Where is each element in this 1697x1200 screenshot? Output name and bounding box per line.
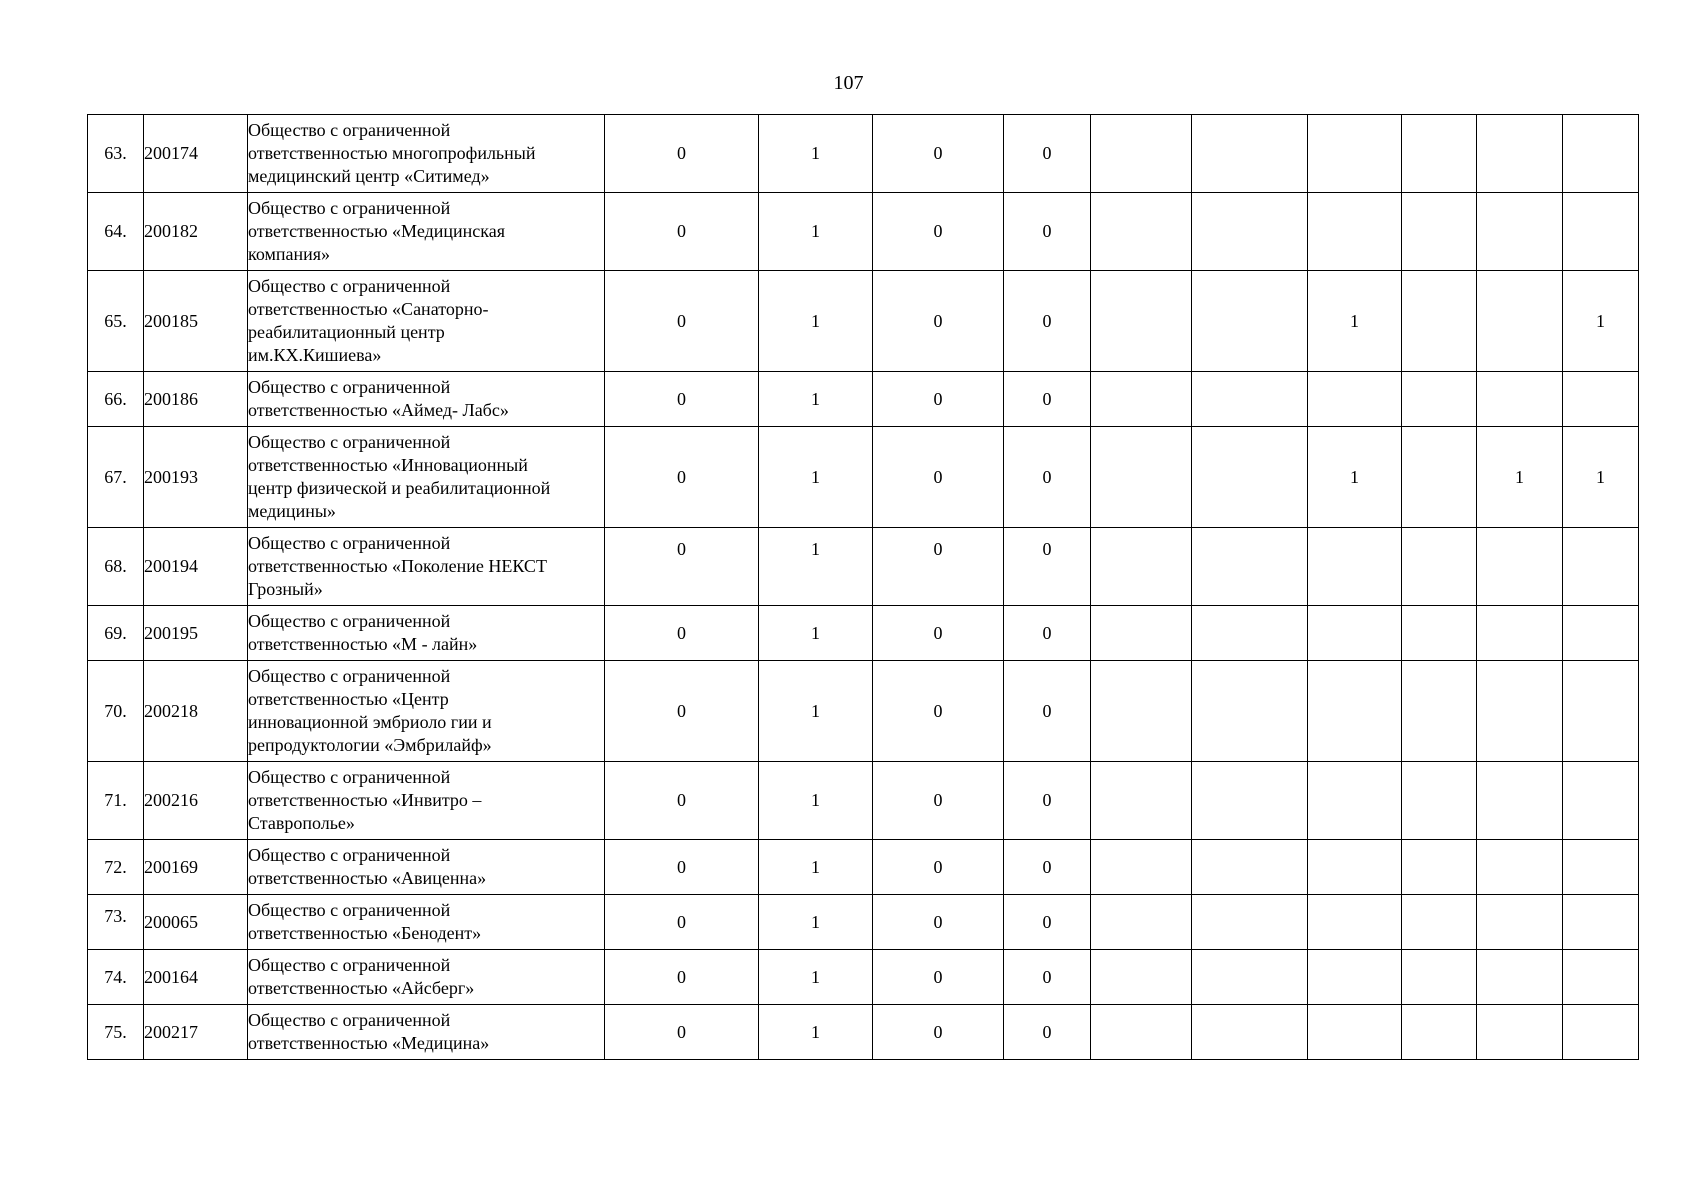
organization-name bbox=[248, 1005, 605, 1060]
value-cell-10 bbox=[1563, 1005, 1639, 1060]
value-cell-9 bbox=[1477, 115, 1563, 193]
organization-name bbox=[248, 193, 605, 271]
value-cell-7 bbox=[1308, 950, 1402, 1005]
organization-name bbox=[248, 372, 605, 427]
value-cell-2: 1 bbox=[759, 1005, 873, 1060]
value-cell-3: 0 bbox=[873, 115, 1004, 193]
table-row bbox=[88, 193, 1639, 271]
organization-name-line: Общество с ограниченной bbox=[248, 120, 451, 140]
value-cell-7 bbox=[1308, 840, 1402, 895]
value-cell-6 bbox=[1192, 427, 1308, 528]
value-cell-8 bbox=[1402, 271, 1477, 372]
value-cell-1: 0 bbox=[605, 606, 759, 661]
row-number: 69. bbox=[88, 606, 144, 661]
table-row bbox=[88, 1005, 1639, 1060]
value-cell-2: 1 bbox=[759, 528, 873, 606]
organization-name-line: ответственностью «Центр bbox=[248, 689, 449, 709]
organization-name-line: Общество с ограниченной bbox=[248, 845, 451, 865]
organization-name-line: медицины» bbox=[248, 501, 336, 521]
value-cell-2: 1 bbox=[759, 895, 873, 950]
value-cell-6 bbox=[1192, 372, 1308, 427]
value-cell-4: 0 bbox=[1004, 1005, 1091, 1060]
value-cell-2: 1 bbox=[759, 950, 873, 1005]
value-cell-5 bbox=[1091, 895, 1192, 950]
organization-name bbox=[248, 840, 605, 895]
value-cell-10: 1 bbox=[1563, 427, 1639, 528]
value-cell-10 bbox=[1563, 193, 1639, 271]
table-row bbox=[88, 528, 1639, 606]
value-cell-4: 0 bbox=[1004, 606, 1091, 661]
value-cell-1: 0 bbox=[605, 115, 759, 193]
value-cell-3: 0 bbox=[873, 271, 1004, 372]
value-cell-9 bbox=[1477, 762, 1563, 840]
organization-name bbox=[248, 115, 605, 193]
row-number: 70. bbox=[88, 661, 144, 762]
value-cell-3: 0 bbox=[873, 895, 1004, 950]
value-cell-2: 1 bbox=[759, 661, 873, 762]
organization-code: 200065 bbox=[144, 895, 248, 950]
value-cell-2: 1 bbox=[759, 271, 873, 372]
table-row bbox=[88, 840, 1639, 895]
value-cell-8 bbox=[1402, 372, 1477, 427]
table-row bbox=[88, 271, 1639, 372]
value-cell-8 bbox=[1402, 193, 1477, 271]
value-cell-8 bbox=[1402, 528, 1477, 606]
value-cell-8 bbox=[1402, 1005, 1477, 1060]
value-cell-5 bbox=[1091, 427, 1192, 528]
organization-name-line: Общество с ограниченной bbox=[248, 900, 451, 920]
value-cell-3: 0 bbox=[873, 661, 1004, 762]
value-cell-3: 0 bbox=[873, 840, 1004, 895]
value-cell-2: 1 bbox=[759, 840, 873, 895]
organization-name-line: Общество с ограниченной bbox=[248, 533, 451, 553]
value-cell-4: 0 bbox=[1004, 427, 1091, 528]
value-cell-2: 1 bbox=[759, 606, 873, 661]
value-cell-1: 0 bbox=[605, 895, 759, 950]
value-cell-1: 0 bbox=[605, 1005, 759, 1060]
organization-code: 200216 bbox=[144, 762, 248, 840]
organization-name-line: инновационной эмбриоло гии и bbox=[248, 712, 492, 732]
value-cell-6 bbox=[1192, 271, 1308, 372]
value-cell-6 bbox=[1192, 606, 1308, 661]
value-cell-5 bbox=[1091, 372, 1192, 427]
organization-name-line: им.КХ.Кишиева» bbox=[248, 345, 382, 365]
value-cell-6 bbox=[1192, 115, 1308, 193]
value-cell-3: 0 bbox=[873, 1005, 1004, 1060]
value-cell-10 bbox=[1563, 840, 1639, 895]
row-number: 73. bbox=[88, 895, 144, 950]
value-cell-1: 0 bbox=[605, 193, 759, 271]
organization-name-line: Общество с ограниченной bbox=[248, 432, 451, 452]
organization-name bbox=[248, 528, 605, 606]
value-cell-5 bbox=[1091, 661, 1192, 762]
value-cell-6 bbox=[1192, 193, 1308, 271]
organization-name bbox=[248, 271, 605, 372]
value-cell-8 bbox=[1402, 661, 1477, 762]
organization-name bbox=[248, 762, 605, 840]
row-number: 63. bbox=[88, 115, 144, 193]
organization-name-line: ответственностью «Инновационный bbox=[248, 455, 528, 475]
organization-name bbox=[248, 950, 605, 1005]
value-cell-4: 0 bbox=[1004, 372, 1091, 427]
value-cell-1: 0 bbox=[605, 528, 759, 606]
value-cell-1: 0 bbox=[605, 762, 759, 840]
value-cell-3: 0 bbox=[873, 372, 1004, 427]
value-cell-9 bbox=[1477, 1005, 1563, 1060]
value-cell-7: 1 bbox=[1308, 427, 1402, 528]
row-number: 65. bbox=[88, 271, 144, 372]
organization-code: 200185 bbox=[144, 271, 248, 372]
organization-name bbox=[248, 661, 605, 762]
value-cell-4: 0 bbox=[1004, 115, 1091, 193]
value-cell-7: 1 bbox=[1308, 271, 1402, 372]
value-cell-3: 0 bbox=[873, 427, 1004, 528]
organization-name-line: Общество с ограниченной bbox=[248, 1010, 451, 1030]
table-row bbox=[88, 661, 1639, 762]
value-cell-4: 0 bbox=[1004, 840, 1091, 895]
value-cell-2: 1 bbox=[759, 372, 873, 427]
value-cell-4: 0 bbox=[1004, 661, 1091, 762]
value-cell-8 bbox=[1402, 606, 1477, 661]
organization-name-line: ответственностью «Айсберг» bbox=[248, 978, 475, 998]
organization-name bbox=[248, 427, 605, 528]
page-number: 107 bbox=[833, 72, 864, 94]
organization-name-line: ответственностью «Медицина» bbox=[248, 1033, 490, 1053]
organization-name-line: ответственностью «Санаторно- bbox=[248, 299, 489, 319]
value-cell-4: 0 bbox=[1004, 895, 1091, 950]
value-cell-1: 0 bbox=[605, 661, 759, 762]
organization-name-line: ответственностью «М - лайн» bbox=[248, 634, 478, 654]
value-cell-7 bbox=[1308, 895, 1402, 950]
row-number: 74. bbox=[88, 950, 144, 1005]
organization-code: 200182 bbox=[144, 193, 248, 271]
value-cell-9 bbox=[1477, 950, 1563, 1005]
table-row bbox=[88, 762, 1639, 840]
registry-table bbox=[87, 114, 1639, 1060]
value-cell-9 bbox=[1477, 528, 1563, 606]
organization-code: 200195 bbox=[144, 606, 248, 661]
table-row bbox=[88, 372, 1639, 427]
organization-name bbox=[248, 895, 605, 950]
organization-code: 200164 bbox=[144, 950, 248, 1005]
value-cell-9 bbox=[1477, 840, 1563, 895]
value-cell-10 bbox=[1563, 895, 1639, 950]
organization-code: 200218 bbox=[144, 661, 248, 762]
value-cell-2: 1 bbox=[759, 427, 873, 528]
organization-code: 200217 bbox=[144, 1005, 248, 1060]
organization-name-line: ответственностью «Инвитро – bbox=[248, 790, 482, 810]
value-cell-6 bbox=[1192, 950, 1308, 1005]
value-cell-8 bbox=[1402, 895, 1477, 950]
organization-name-line: Общество с ограниченной bbox=[248, 611, 451, 631]
value-cell-2: 1 bbox=[759, 193, 873, 271]
organization-name-line: центр физической и реабилитационной bbox=[248, 478, 551, 498]
organization-name-line: Общество с ограниченной bbox=[248, 276, 451, 296]
organization-name-line: Общество с ограниченной bbox=[248, 666, 451, 686]
organization-name-line: Общество с ограниченной bbox=[248, 767, 451, 787]
value-cell-5 bbox=[1091, 193, 1192, 271]
value-cell-9 bbox=[1477, 895, 1563, 950]
organization-name-line: репродуктологии «Эмбрилайф» bbox=[248, 735, 492, 755]
value-cell-5 bbox=[1091, 606, 1192, 661]
organization-code: 200186 bbox=[144, 372, 248, 427]
value-cell-2: 1 bbox=[759, 762, 873, 840]
value-cell-8 bbox=[1402, 840, 1477, 895]
row-number: 75. bbox=[88, 1005, 144, 1060]
organization-name-line: Общество с ограниченной bbox=[248, 377, 451, 397]
table-row bbox=[88, 427, 1639, 528]
organization-name-line: реабилитационный центр bbox=[248, 322, 445, 342]
value-cell-1: 0 bbox=[605, 271, 759, 372]
value-cell-5 bbox=[1091, 762, 1192, 840]
value-cell-5 bbox=[1091, 528, 1192, 606]
organization-name-line: Общество с ограниченной bbox=[248, 198, 451, 218]
value-cell-3: 0 bbox=[873, 606, 1004, 661]
value-cell-7 bbox=[1308, 762, 1402, 840]
table-row bbox=[88, 895, 1639, 950]
organization-name-line: Общество с ограниченной bbox=[248, 955, 451, 975]
organization-code: 200169 bbox=[144, 840, 248, 895]
value-cell-9 bbox=[1477, 372, 1563, 427]
value-cell-8 bbox=[1402, 115, 1477, 193]
row-number: 71. bbox=[88, 762, 144, 840]
value-cell-9 bbox=[1477, 606, 1563, 661]
value-cell-6 bbox=[1192, 661, 1308, 762]
value-cell-3: 0 bbox=[873, 193, 1004, 271]
value-cell-10: 1 bbox=[1563, 271, 1639, 372]
organization-name-line: Ставрополье» bbox=[248, 813, 355, 833]
value-cell-9: 1 bbox=[1477, 427, 1563, 528]
value-cell-7 bbox=[1308, 661, 1402, 762]
organization-name-line: ответственностью многопрофильный bbox=[248, 143, 536, 163]
value-cell-10 bbox=[1563, 372, 1639, 427]
value-cell-3: 0 bbox=[873, 528, 1004, 606]
row-number: 72. bbox=[88, 840, 144, 895]
value-cell-4: 0 bbox=[1004, 528, 1091, 606]
value-cell-5 bbox=[1091, 115, 1192, 193]
organization-name-line: ответственностью «Аймед- Лабс» bbox=[248, 400, 509, 420]
row-number: 68. bbox=[88, 528, 144, 606]
value-cell-8 bbox=[1402, 427, 1477, 528]
value-cell-5 bbox=[1091, 271, 1192, 372]
value-cell-1: 0 bbox=[605, 372, 759, 427]
value-cell-7 bbox=[1308, 528, 1402, 606]
value-cell-10 bbox=[1563, 950, 1639, 1005]
value-cell-5 bbox=[1091, 1005, 1192, 1060]
value-cell-7 bbox=[1308, 606, 1402, 661]
value-cell-7 bbox=[1308, 193, 1402, 271]
organization-code: 200194 bbox=[144, 528, 248, 606]
value-cell-7 bbox=[1308, 372, 1402, 427]
value-cell-9 bbox=[1477, 193, 1563, 271]
organization-name-line: Грозный» bbox=[248, 579, 323, 599]
value-cell-9 bbox=[1477, 271, 1563, 372]
value-cell-1: 0 bbox=[605, 427, 759, 528]
value-cell-2: 1 bbox=[759, 115, 873, 193]
value-cell-8 bbox=[1402, 762, 1477, 840]
value-cell-5 bbox=[1091, 950, 1192, 1005]
organization-code: 200193 bbox=[144, 427, 248, 528]
organization-name-line: ответственностью «Бенодент» bbox=[248, 923, 482, 943]
organization-name-line: ответственностью «Авиценна» bbox=[248, 868, 487, 888]
organization-name bbox=[248, 606, 605, 661]
value-cell-10 bbox=[1563, 606, 1639, 661]
organization-name-line: компания» bbox=[248, 244, 331, 264]
value-cell-1: 0 bbox=[605, 840, 759, 895]
row-number: 67. bbox=[88, 427, 144, 528]
value-cell-3: 0 bbox=[873, 762, 1004, 840]
value-cell-5 bbox=[1091, 840, 1192, 895]
value-cell-4: 0 bbox=[1004, 271, 1091, 372]
value-cell-9 bbox=[1477, 661, 1563, 762]
value-cell-6 bbox=[1192, 840, 1308, 895]
value-cell-10 bbox=[1563, 762, 1639, 840]
table-row bbox=[88, 115, 1639, 193]
value-cell-6 bbox=[1192, 528, 1308, 606]
organization-name-line: ответственностью «Медицинская bbox=[248, 221, 506, 241]
value-cell-6 bbox=[1192, 1005, 1308, 1060]
organization-code: 200174 bbox=[144, 115, 248, 193]
value-cell-1: 0 bbox=[605, 950, 759, 1005]
table-row bbox=[88, 606, 1639, 661]
value-cell-8 bbox=[1402, 950, 1477, 1005]
table-row bbox=[88, 950, 1639, 1005]
value-cell-3: 0 bbox=[873, 950, 1004, 1005]
value-cell-7 bbox=[1308, 1005, 1402, 1060]
value-cell-6 bbox=[1192, 762, 1308, 840]
value-cell-10 bbox=[1563, 115, 1639, 193]
organization-name-line: медицинский центр «Ситимед» bbox=[248, 166, 490, 186]
value-cell-7 bbox=[1308, 115, 1402, 193]
value-cell-10 bbox=[1563, 661, 1639, 762]
row-number: 66. bbox=[88, 372, 144, 427]
value-cell-10 bbox=[1563, 528, 1639, 606]
organization-name-line: ответственностью «Поколение НЕКСТ bbox=[248, 556, 547, 576]
value-cell-4: 0 bbox=[1004, 950, 1091, 1005]
registry-body bbox=[88, 115, 1639, 1060]
value-cell-4: 0 bbox=[1004, 193, 1091, 271]
row-number: 64. bbox=[88, 193, 144, 271]
value-cell-4: 0 bbox=[1004, 762, 1091, 840]
value-cell-6 bbox=[1192, 895, 1308, 950]
